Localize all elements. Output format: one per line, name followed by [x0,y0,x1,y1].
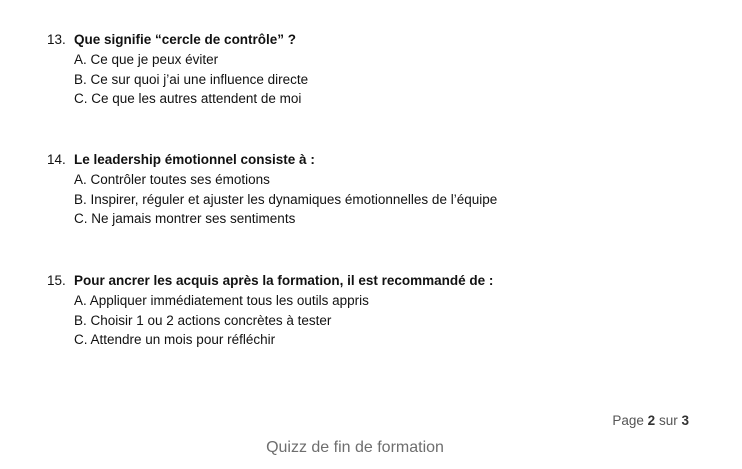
question-number: 14. [47,152,66,167]
answer-option-a: A. Contrôler toutes ses émotions [74,172,270,187]
answer-option-b: B. Inspirer, réguler et ajuster les dynamiques émotionnelles de l’équipe [74,191,498,207]
question-number: 13. [47,32,66,47]
question-header [47,150,707,169]
question-header [47,271,707,290]
question-header [47,30,707,49]
footer-title: Quizz de fin de formation [266,439,444,456]
page-separator: sur [658,413,678,428]
page-current: 2 [647,413,656,428]
answer-option-b: B. Ce sur quoi j’ai une influence directe [74,71,309,87]
question-text: Le leadership émotionnel consiste à : [74,152,315,167]
answer-option-a: A. Ce que je peux éviter [74,52,219,67]
page-prefix: Page [612,413,644,428]
answer-option-c: C. Attendre un mois pour réfléchir [74,332,276,347]
question-14 [47,150,707,229]
question-text: Pour ancrer les acquis après la formation, il est recommandé de : [74,273,494,288]
answer-option-c: C. Ce que les autres attendent de moi [74,91,302,106]
question-number: 15. [47,273,66,288]
page-total: 3 [681,413,689,428]
page-number [612,412,689,430]
answer-options [74,291,707,350]
question-text: Que signifie “cercle de contrôle” ? [74,32,297,47]
answer-option-a: A. Appliquer immédiatement tous les outils appris [74,293,369,308]
answer-option-c: C. Ne jamais montrer ses sentiments [74,211,296,226]
question-13 [47,30,707,109]
answer-options [74,170,707,229]
answer-options [74,50,707,109]
answer-option-b: B. Choisir 1 ou 2 actions concrètes à tester [74,312,332,328]
question-15 [47,271,707,350]
